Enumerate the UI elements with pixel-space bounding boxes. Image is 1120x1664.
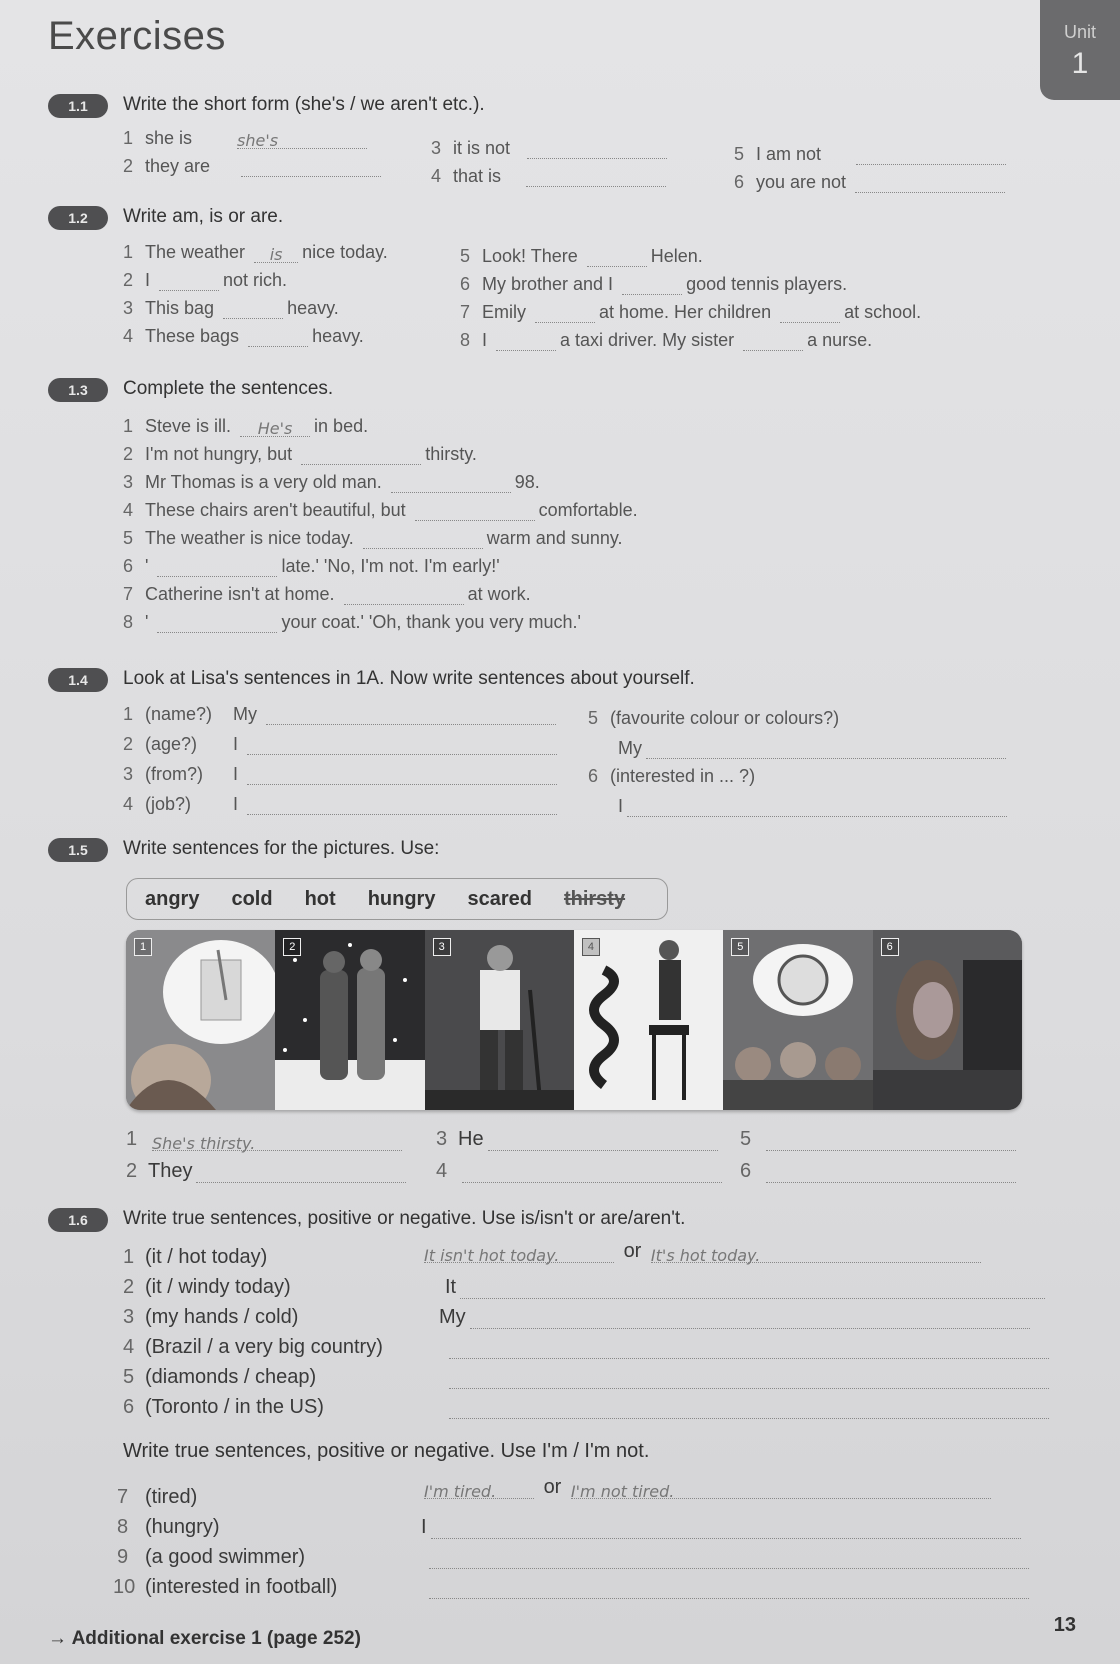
word-option: scared xyxy=(467,887,532,910)
answer-blank[interactable] xyxy=(223,300,283,319)
exercise-1-3 xyxy=(48,376,1028,632)
ex3-item: 8 ' your coat.' 'Oh, thank you very much.' xyxy=(123,612,581,632)
word-option: angry xyxy=(145,887,200,910)
answer-blank[interactable] xyxy=(535,304,595,323)
exercise-1-4 xyxy=(48,666,1028,816)
exercise-badge: 1.4 xyxy=(48,668,108,692)
ex4-item-line: I xyxy=(618,796,1011,817)
cold-people-illustration xyxy=(275,930,424,1110)
unit-number: 1 xyxy=(1071,47,1089,80)
example-answer: I'm tired. xyxy=(424,1482,497,1501)
answer-blank[interactable] xyxy=(363,530,483,549)
word-box xyxy=(126,878,668,920)
ex2-item: 5 Look! There Helen. xyxy=(460,246,703,266)
ex2-item: 8 I a taxi driver. My sister a nurse. xyxy=(460,330,873,350)
answer-blank[interactable] xyxy=(415,502,535,521)
ex4-item: 6 (interested in ... ?) xyxy=(588,766,756,786)
answer-blank[interactable] xyxy=(391,474,511,493)
ex3-item: 1 Steve is ill. He's in bed. xyxy=(123,416,369,438)
answer-blank[interactable] xyxy=(431,1520,1021,1539)
answer-blank[interactable] xyxy=(247,766,557,785)
ex4-item: 2 (age?) I xyxy=(123,734,561,755)
answer-blank[interactable] xyxy=(248,328,308,347)
word-option: hot xyxy=(304,887,336,910)
ex5-answer: 4 xyxy=(436,1160,726,1183)
ex6-item: 6 (Toronto / in the US) xyxy=(123,1396,1053,1419)
answer-blank[interactable] xyxy=(470,1310,1030,1329)
exercise-badge: 1.5 xyxy=(48,838,108,862)
ex6-item: 3 (my hands / cold) My xyxy=(123,1306,1034,1329)
ex5-answer: 1 She's thirsty. xyxy=(126,1128,406,1151)
ex2-item: 7 Emily at home. Her children at school. xyxy=(460,302,922,322)
picture-2: 2 xyxy=(275,930,424,1110)
picture-3: 3 xyxy=(425,930,574,1110)
ex3-item: 3 Mr Thomas is a very old man. 98. xyxy=(123,472,540,492)
answer-blank[interactable] xyxy=(488,1132,718,1151)
exercise-badge: 1.2 xyxy=(48,206,108,230)
exercise-instruction: Write the short form (she's / we aren't etc.). xyxy=(123,94,485,115)
page-title: Exercises xyxy=(48,14,226,58)
answer-blank[interactable] xyxy=(449,1340,1049,1359)
ex6-item: 4 (Brazil / a very big country) xyxy=(123,1336,1053,1359)
word-option: hungry xyxy=(367,887,436,910)
ex6-item: 1 (it / hot today) xyxy=(123,1246,268,1268)
example-answer: she's xyxy=(237,131,279,150)
word-option: cold xyxy=(231,887,273,910)
picture-4: 4 xyxy=(574,930,723,1110)
answer-blank[interactable] xyxy=(449,1400,1049,1419)
answer-blank[interactable] xyxy=(449,1370,1049,1389)
ex4-item: 3 (from?) I xyxy=(123,764,561,785)
exercise-1-1 xyxy=(48,92,1028,192)
scared-man-snake-illustration xyxy=(574,930,723,1110)
answer-blank[interactable] xyxy=(196,1164,406,1183)
ex2-item: 6 My brother and I good tennis players. xyxy=(460,274,848,294)
or-label: or xyxy=(543,1476,562,1498)
answer-blank[interactable] xyxy=(526,168,666,187)
answer-blank[interactable] xyxy=(646,740,1006,759)
ex2-item: 4 These bags heavy. xyxy=(123,326,364,346)
answer-blank[interactable] xyxy=(627,798,1007,817)
ex4-item: 1 (name?) My xyxy=(123,704,560,725)
exercise-1-2 xyxy=(48,204,1028,350)
unit-label: Unit xyxy=(1063,22,1096,42)
ex3-item: 2 I'm not hungry, but thirsty. xyxy=(123,444,477,464)
ex6-item: 7 (tired) xyxy=(117,1486,198,1508)
ex6-example-2 xyxy=(420,1476,995,1499)
answer-blank[interactable] xyxy=(266,706,556,725)
ex3-item: 4 These chairs aren't beautiful, but comfortable. xyxy=(123,500,638,520)
ex5-answer: 3 He xyxy=(436,1128,722,1151)
ex1-item: 6 you are not xyxy=(734,172,1009,193)
answer-blank[interactable] xyxy=(157,614,277,633)
ex1-item: 2 they are xyxy=(123,156,385,177)
ex6-item: 5 (diamonds / cheap) xyxy=(123,1366,1053,1389)
answer-blank[interactable] xyxy=(159,272,219,291)
answer-blank[interactable] xyxy=(622,276,682,295)
or-label: or xyxy=(623,1240,642,1262)
ex1-item: 3 it is not xyxy=(431,138,671,159)
answer-blank[interactable] xyxy=(766,1164,1016,1183)
ex3-item: 6 ' late.' 'No, I'm not. I'm early!' xyxy=(123,556,500,576)
picture-strip xyxy=(126,930,1022,1110)
picture-1: 1 xyxy=(126,930,275,1110)
answer-blank[interactable] xyxy=(856,146,1006,165)
answer-blank[interactable] xyxy=(766,1132,1016,1151)
ex6-item: 9 (a good swimmer) xyxy=(117,1546,1033,1569)
page-number: 13 xyxy=(1053,1614,1076,1636)
answer-blank[interactable] xyxy=(344,586,464,605)
ex2-item: 3 This bag heavy. xyxy=(123,298,339,318)
answer-blank[interactable] xyxy=(247,796,557,815)
ex1-item: 4 that is xyxy=(431,166,670,187)
exercise-instruction: Complete the sentences. xyxy=(123,378,334,399)
example-answer: It isn't hot today. xyxy=(424,1246,560,1265)
word-option-used: thirsty xyxy=(563,887,626,910)
angry-woman-illustration xyxy=(873,930,1022,1110)
additional-exercise-link[interactable]: → Additional exercise 1 (page 252) xyxy=(48,1628,361,1649)
answer-blank[interactable] xyxy=(301,446,421,465)
answer-blank[interactable] xyxy=(780,304,840,323)
answer-blank[interactable] xyxy=(429,1550,1029,1569)
exercise-1-5 xyxy=(48,836,1028,866)
exercise-instruction: Write sentences for the pictures. Use: xyxy=(123,838,440,859)
ex5-answer: 5 xyxy=(740,1128,1020,1151)
ex6-example xyxy=(420,1240,985,1263)
answer-blank[interactable] xyxy=(460,1280,1045,1299)
answer-blank[interactable] xyxy=(743,332,803,351)
hungry-boys-illustration xyxy=(723,930,872,1110)
ex4-item: 4 (job?) I xyxy=(123,794,561,815)
answer-blank[interactable] xyxy=(241,158,381,177)
ex4-item-line: My xyxy=(618,738,1010,759)
exercise-badge: 1.1 xyxy=(48,94,108,118)
ex1-item: 5 I am not xyxy=(734,144,1010,165)
ex6-item: 10 (interested in football) xyxy=(113,1576,1033,1599)
ex5-answer: 2 They xyxy=(126,1160,410,1183)
ex5-answer: 6 xyxy=(740,1160,1020,1183)
exercise-instruction: Write true sentences, positive or negative. Use is/isn't or are/aren't. xyxy=(123,1208,686,1229)
ex2-item: 1 The weather is nice today. xyxy=(123,242,388,264)
ex3-item: 7 Catherine isn't at home. at work. xyxy=(123,584,531,604)
ex4-item: 5 (favourite colour or colours?) xyxy=(588,708,840,728)
exercise-1-6 xyxy=(48,1206,1028,1236)
example-answer: I'm not tired. xyxy=(570,1482,675,1501)
answer-blank[interactable] xyxy=(527,140,667,159)
ex3-item: 5 The weather is nice today. warm and sunny. xyxy=(123,528,623,548)
answer-blank[interactable] xyxy=(157,558,277,577)
answer-blank[interactable] xyxy=(855,174,1005,193)
exercise-badge: 1.6 xyxy=(48,1208,108,1232)
ex6-item: 2 (it / windy today) It xyxy=(123,1276,1049,1299)
picture-6: 6 xyxy=(873,930,1022,1110)
exercise-badge: 1.3 xyxy=(48,378,108,402)
exercise-instruction: Look at Lisa's sentences in 1A. Now write sentences about yourself. xyxy=(123,668,695,689)
answer-blank[interactable] xyxy=(462,1164,722,1183)
answer-blank[interactable] xyxy=(247,736,557,755)
answer-blank[interactable] xyxy=(496,332,556,351)
picture-5: 5 xyxy=(723,930,872,1110)
ex6-item: 8 (hungry) I xyxy=(117,1516,1025,1539)
ex2-item: 2 I not rich. xyxy=(123,270,288,290)
unit-tab xyxy=(1040,0,1120,100)
exercise-instruction: Write am, is or are. xyxy=(123,206,284,227)
answer-blank[interactable] xyxy=(429,1580,1029,1599)
answer-blank[interactable] xyxy=(587,248,647,267)
hot-man-illustration xyxy=(425,930,574,1110)
exercise-instruction-2: Write true sentences, positive or negative. Use I'm / I'm not. xyxy=(123,1440,650,1462)
thirsty-woman-illustration xyxy=(126,930,275,1110)
example-answer: It's hot today. xyxy=(650,1246,761,1265)
ex1-item: 1 she is she's xyxy=(123,128,371,149)
